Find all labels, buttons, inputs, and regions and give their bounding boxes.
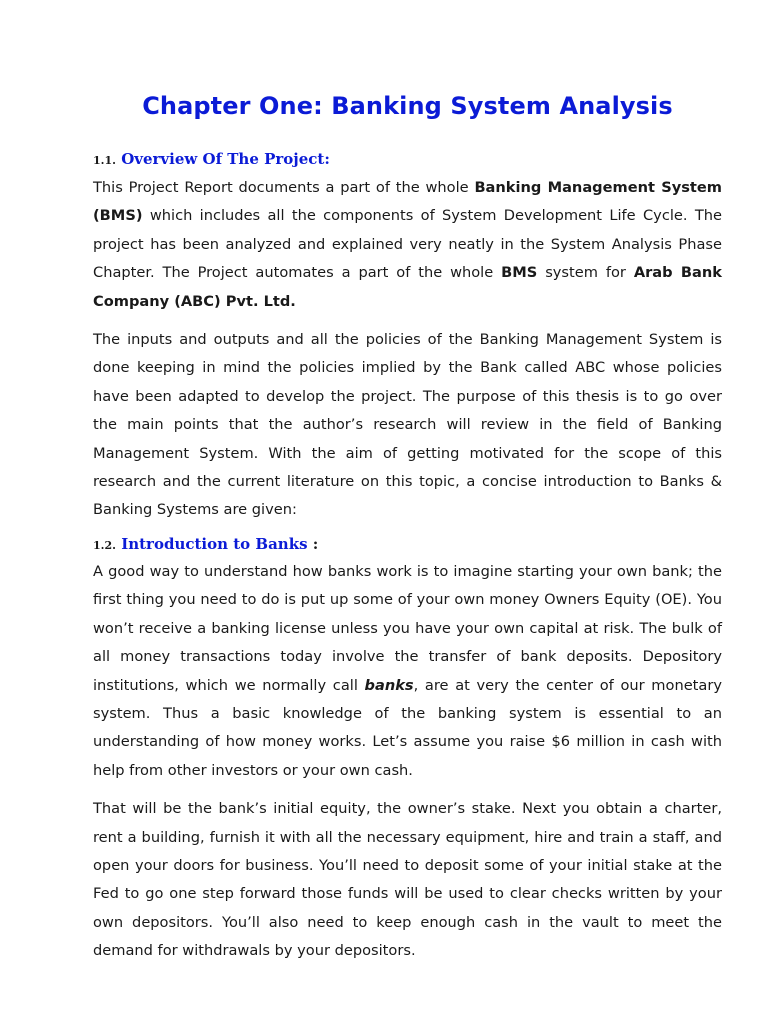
text-run: system for [537, 264, 634, 282]
bold-term-bms: BMS [501, 264, 538, 282]
paragraph-intro-1 [93, 558, 722, 785]
bold-term-abc: Arab Bank Company (ABC) Pvt. Ltd. [93, 264, 723, 310]
text-run: That will be the bank’s initial equity, the owner’s stake. Next you obtain a charter, rent a building, furnish it with all the necessary equipment, hire and train a staff, and open your doors for business. You’ll need to deposit some of your initial stake at the Fed to go one step forward those funds will be used to clear checks written by your own depositors. You’ll also need to keep enough cash in the vault to meet the demand for withdrawals by your depositors. [93, 800, 722, 960]
document-page [93, 80, 722, 966]
text-run: This Project Report documents a part of the whole [93, 179, 475, 196]
section-number: 1.2. [93, 538, 116, 552]
chapter-title: Chapter One: Banking System Analysis [142, 92, 673, 120]
text-run: , are at very the center of our monetary system. Thus a basic knowledge of the banking system is essential to an understanding of how money works. Let’s assume you raise $6 million in cash with help from other investors or your own cash. [93, 676, 722, 779]
text-run: A good way to understand how banks work is to imagine starting your own bank; the first thing you need to do is put up some of your own money Owners Equity (OE). You won’t receive a banking license unless you have your own capital at risk. The bulk of all money transactions today involve the transfer of bank deposits. Depository institutions, which we normally call [93, 562, 722, 694]
section-heading-introduction [93, 535, 722, 553]
paragraph-overview-1 [93, 174, 722, 316]
paragraph-intro-2 [93, 795, 722, 965]
text-run: which includes all the components of System Development Life Cycle. The project has been analyzed and explained very neatly in the System Analysis Phase Chapter. The Project automates a part of the whole [93, 207, 722, 282]
emphasis-term-banks: banks [364, 676, 414, 694]
text-run: The inputs and outputs and all the policies of the Banking Management System is done keeping in mind the policies implied by the Bank called ABC whose policies have been adapted to develop the project. The purpose of this thesis is to go over the main points that the author’s research will review in the field of Banking Management System. With the aim of getting motivated for the scope of this research and the current literature on this topic, a concise introduction to Banks & Banking Systems are given: [93, 331, 722, 519]
paragraph-overview-2 [93, 326, 722, 525]
section-title: Overview Of The Project: [121, 150, 330, 168]
section-heading-overview [93, 150, 722, 168]
section-number: 1.1. [93, 154, 116, 167]
section-title-suffix: : [307, 534, 319, 553]
bold-term-bms-full: Banking Management System (BMS) [93, 179, 723, 225]
section-title: Introduction to Banks [121, 534, 308, 553]
